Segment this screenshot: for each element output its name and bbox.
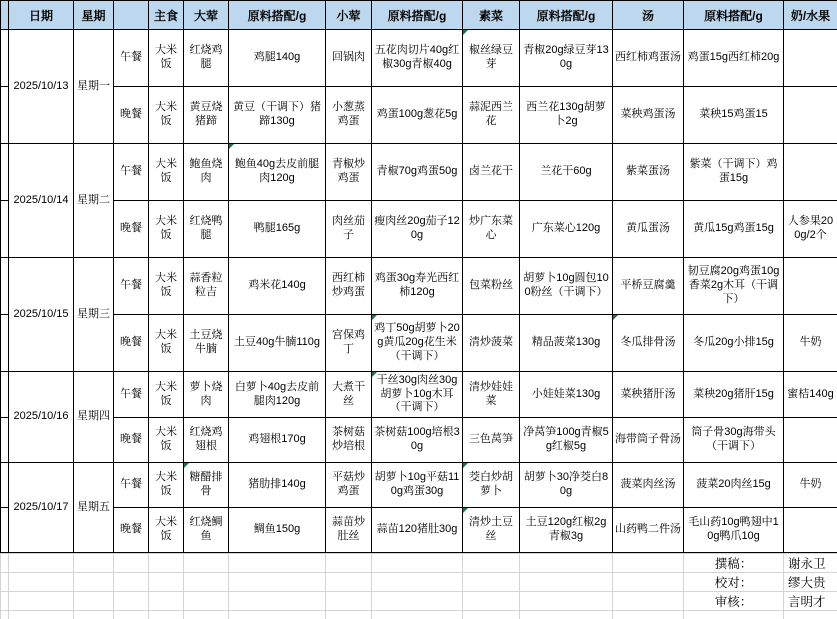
cell-veg-ingredients[interactable]: 青椒20g绿豆芽130g bbox=[520, 30, 613, 87]
green-corner-flag-icon bbox=[463, 508, 468, 513]
header-sliver-cell[interactable] bbox=[1, 1, 9, 30]
cell-milk-fruit[interactable]: 牛奶 bbox=[784, 463, 837, 508]
footer-value-proofreader[interactable]: 缪大贵 bbox=[784, 573, 837, 592]
header-row bbox=[1, 1, 837, 30]
footer-value-reviewer[interactable]: 言明才 bbox=[784, 592, 837, 611]
cell-veg-ingredients[interactable]: 兰花干60g bbox=[520, 144, 613, 201]
cell-small-ingredients[interactable]: 五花肉切片40g红椒30g青椒40g bbox=[372, 30, 463, 87]
cell-soup[interactable]: 黄瓜蛋汤 bbox=[613, 201, 684, 258]
footer-row bbox=[1, 592, 837, 611]
cell-veg-dish[interactable]: 清炒娃娃菜 bbox=[463, 372, 520, 418]
cell-small-ingredients[interactable]: 茶树菇100g培根30g bbox=[372, 418, 463, 463]
cell-weekday[interactable]: 星期三 bbox=[74, 258, 114, 372]
empty-cell[interactable] bbox=[114, 554, 149, 573]
cell-soup-ingredients[interactable]: 菜秧20g猪肝15g bbox=[684, 372, 784, 418]
sliver-cell[interactable] bbox=[1, 508, 9, 553]
empty-cell[interactable] bbox=[326, 573, 372, 592]
col-header-veg-ingredients[interactable]: 原料搭配/g bbox=[520, 1, 613, 30]
cell-veg-ingredients[interactable]: 土豆120g红椒2g青椒3g bbox=[520, 508, 613, 553]
cell-soup[interactable]: 冬瓜排骨汤 bbox=[613, 315, 684, 372]
empty-cell[interactable] bbox=[463, 592, 520, 611]
col-header-staple[interactable]: 主食 bbox=[149, 1, 184, 30]
menu-row bbox=[1, 372, 837, 418]
menu-row bbox=[1, 87, 837, 144]
empty-cell[interactable] bbox=[520, 554, 613, 573]
cell-staple[interactable]: 大米饭 bbox=[149, 87, 184, 144]
green-corner-flag-icon bbox=[613, 315, 618, 320]
cell-soup-ingredients[interactable]: 筒子骨30g海带头（干调下） bbox=[684, 418, 784, 463]
empty-cell[interactable] bbox=[463, 554, 520, 573]
empty-cell[interactable] bbox=[229, 592, 326, 611]
sliver-cell[interactable] bbox=[1, 315, 9, 372]
empty-cell[interactable] bbox=[229, 554, 326, 573]
cell-small-ingredients[interactable]: 蒜苗120猪肚30g bbox=[372, 508, 463, 553]
cell-main-dish[interactable]: 红烧鸭腿 bbox=[184, 201, 229, 258]
empty-cell[interactable] bbox=[149, 554, 184, 573]
cell-milk-fruit[interactable] bbox=[784, 30, 837, 87]
cell-small-ingredients[interactable]: 瘦肉丝20g茄子120g bbox=[372, 201, 463, 258]
cell-soup[interactable]: 紫菜蛋汤 bbox=[613, 144, 684, 201]
empty-cell[interactable] bbox=[229, 573, 326, 592]
empty-cell[interactable] bbox=[372, 611, 463, 619]
cell-date[interactable]: 2025/10/16 bbox=[9, 372, 74, 463]
cell-veg-ingredients[interactable]: 广东菜心120g bbox=[520, 201, 613, 258]
empty-cell[interactable] bbox=[520, 592, 613, 611]
sliver-cell[interactable] bbox=[1, 144, 9, 201]
cell-small-dish[interactable]: 茶树菇炒培根 bbox=[326, 418, 372, 463]
empty-cell[interactable] bbox=[520, 573, 613, 592]
cell-main-ingredients[interactable]: 黄豆（干调下）猪蹄130g bbox=[229, 87, 326, 144]
cell-main-ingredients[interactable]: 鲍鱼40g去皮前腿肉120g bbox=[229, 144, 326, 201]
cell-milk-fruit[interactable] bbox=[784, 258, 837, 315]
empty-cell[interactable] bbox=[149, 611, 184, 619]
cell-soup-ingredients[interactable]: 韧豆腐20g鸡蛋10g香菜2g木耳（干调下） bbox=[684, 258, 784, 315]
cell-veg-ingredients[interactable]: 精品菠菜130g bbox=[520, 315, 613, 372]
footer-label-drafter[interactable]: 撰稿： bbox=[684, 554, 784, 573]
cell-meal[interactable]: 午餐 bbox=[114, 258, 149, 315]
cell-staple[interactable]: 大米饭 bbox=[149, 258, 184, 315]
col-header-soup-ingredients[interactable]: 原料搭配/g bbox=[684, 1, 784, 30]
cell-small-dish[interactable]: 宫保鸡丁 bbox=[326, 315, 372, 372]
empty-cell[interactable] bbox=[463, 573, 520, 592]
cell-staple[interactable]: 大米饭 bbox=[149, 201, 184, 258]
cell-weekday[interactable]: 星期一 bbox=[74, 30, 114, 144]
cell-small-dish[interactable]: 蒜苗炒肚丝 bbox=[326, 508, 372, 553]
cell-small-dish[interactable]: 肉丝茄子 bbox=[326, 201, 372, 258]
cell-main-dish[interactable]: 土豆烧牛腩 bbox=[184, 315, 229, 372]
empty-cell[interactable] bbox=[372, 573, 463, 592]
footer-label-proofreader[interactable]: 校对： bbox=[684, 573, 784, 592]
cell-milk-fruit[interactable] bbox=[784, 144, 837, 201]
sliver-cell[interactable] bbox=[1, 258, 9, 315]
col-header-date[interactable]: 日期 bbox=[9, 1, 74, 30]
cell-main-ingredients[interactable]: 鸡米花140g bbox=[229, 258, 326, 315]
green-corner-flag-icon bbox=[229, 144, 234, 149]
empty-cell[interactable] bbox=[1, 592, 9, 611]
empty-cell[interactable] bbox=[326, 592, 372, 611]
cell-main-dish[interactable]: 红烧鸡翅根 bbox=[184, 418, 229, 463]
empty-cell[interactable] bbox=[372, 554, 463, 573]
cell-small-ingredients[interactable]: 鸡蛋100g葱花5g bbox=[372, 87, 463, 144]
footer-grid bbox=[0, 553, 837, 619]
cell-main-dish[interactable]: 糖醋排骨 bbox=[184, 463, 229, 508]
cell-soup-ingredients[interactable]: 毛山药10g鸭翅中10g鸭爪10g bbox=[684, 508, 784, 553]
empty-cell[interactable] bbox=[114, 573, 149, 592]
cell-soup-ingredients[interactable]: 菜秧15鸡蛋15 bbox=[684, 87, 784, 144]
cell-meal[interactable]: 午餐 bbox=[114, 463, 149, 508]
cell-milk-fruit[interactable]: 蜜桔140g bbox=[784, 372, 837, 418]
empty-cell[interactable] bbox=[9, 592, 74, 611]
cell-meal[interactable]: 晚餐 bbox=[114, 418, 149, 463]
cell-small-dish[interactable]: 回锅肉 bbox=[326, 30, 372, 87]
cell-veg-ingredients[interactable]: 胡萝卜10g圆包100粉丝（干调下） bbox=[520, 258, 613, 315]
cell-small-dish[interactable]: 青椒炒鸡蛋 bbox=[326, 144, 372, 201]
empty-cell[interactable] bbox=[613, 592, 684, 611]
cell-soup[interactable]: 菜秧鸡蛋汤 bbox=[613, 87, 684, 144]
empty-cell[interactable] bbox=[74, 611, 114, 619]
green-corner-flag-icon bbox=[372, 315, 377, 320]
footer-value-drafter[interactable]: 谢永卫 bbox=[784, 554, 837, 573]
cell-soup[interactable]: 平桥豆腐羹 bbox=[613, 258, 684, 315]
cell-milk-fruit[interactable] bbox=[784, 87, 837, 144]
cell-soup-ingredients[interactable]: 鸡蛋15g西红柿20g bbox=[684, 30, 784, 87]
cell-small-ingredients[interactable]: 胡萝卜10g平菇110g鸡蛋30g bbox=[372, 463, 463, 508]
cell-veg-dish[interactable]: 三色莴笋 bbox=[463, 418, 520, 463]
cell-main-dish[interactable]: 蒜香粒粒吉 bbox=[184, 258, 229, 315]
footer-row bbox=[1, 573, 837, 592]
cell-staple[interactable]: 大米饭 bbox=[149, 372, 184, 418]
cell-veg-dish[interactable]: 卤兰花干 bbox=[463, 144, 520, 201]
empty-cell[interactable] bbox=[372, 592, 463, 611]
empty-cell[interactable] bbox=[74, 554, 114, 573]
sliver-cell[interactable] bbox=[1, 201, 9, 258]
green-corner-flag-icon bbox=[184, 463, 189, 468]
menu-table-body bbox=[1, 30, 837, 553]
empty-cell[interactable] bbox=[613, 573, 684, 592]
empty-cell[interactable] bbox=[613, 611, 684, 619]
empty-cell[interactable] bbox=[149, 592, 184, 611]
cell-small-dish[interactable]: 西红柿炒鸡蛋 bbox=[326, 258, 372, 315]
cell-small-ingredients[interactable]: 青椒70g鸡蛋50g bbox=[372, 144, 463, 201]
cell-date[interactable]: 2025/10/15 bbox=[9, 258, 74, 372]
menu-row bbox=[1, 463, 837, 508]
cell-weekday[interactable]: 星期五 bbox=[74, 463, 114, 553]
cell-main-ingredients[interactable]: 鸭腿165g bbox=[229, 201, 326, 258]
col-header-small-ingredients[interactable]: 原料搭配/g bbox=[372, 1, 463, 30]
cell-main-dish[interactable]: 鲍鱼烧肉 bbox=[184, 144, 229, 201]
col-header-soup[interactable]: 汤 bbox=[613, 1, 684, 30]
green-corner-flag-icon bbox=[463, 463, 468, 468]
cell-veg-ingredients[interactable]: 西兰花130g胡萝卜2g bbox=[520, 87, 613, 144]
empty-cell[interactable] bbox=[114, 611, 149, 619]
cell-small-ingredients[interactable]: 鸡丁50g胡萝卜20g黄瓜20g花生米（干调下） bbox=[372, 315, 463, 372]
empty-cell[interactable] bbox=[184, 554, 229, 573]
empty-cell[interactable] bbox=[9, 611, 74, 619]
cell-soup-ingredients[interactable]: 紫菜（干调下）鸡蛋15g bbox=[684, 144, 784, 201]
cell-soup[interactable]: 菜秧猪肝汤 bbox=[613, 372, 684, 418]
cell-small-ingredients[interactable]: 干丝30g肉丝30g胡萝卜10g木耳（干调下） bbox=[372, 372, 463, 418]
col-header-main[interactable]: 大荤 bbox=[184, 1, 229, 30]
empty-cell[interactable] bbox=[326, 611, 372, 619]
cell-date[interactable]: 2025/10/17 bbox=[9, 463, 74, 553]
cell-main-dish[interactable]: 红烧鸡腿 bbox=[184, 30, 229, 87]
cell-staple[interactable]: 大米饭 bbox=[149, 418, 184, 463]
cell-small-ingredients[interactable]: 鸡蛋30g寿光西红柿120g bbox=[372, 258, 463, 315]
cell-veg-ingredients[interactable]: 净莴笋100g青椒5g红椒5g bbox=[520, 418, 613, 463]
empty-cell[interactable] bbox=[74, 592, 114, 611]
cell-main-dish[interactable]: 萝卜烧肉 bbox=[184, 372, 229, 418]
empty-cell[interactable] bbox=[184, 573, 229, 592]
cell-milk-fruit[interactable] bbox=[784, 418, 837, 463]
empty-cell[interactable] bbox=[184, 592, 229, 611]
cell-main-ingredients[interactable]: 白萝卜40g去皮前腿肉120g bbox=[229, 372, 326, 418]
green-corner-flag-icon bbox=[372, 372, 377, 377]
empty-cell[interactable] bbox=[74, 573, 114, 592]
cell-veg-dish[interactable]: 清炒菠菜 bbox=[463, 315, 520, 372]
cell-veg-dish[interactable]: 包菜粉丝 bbox=[463, 258, 520, 315]
empty-cell[interactable] bbox=[520, 611, 613, 619]
green-corner-flag-icon bbox=[463, 30, 468, 35]
menu-row bbox=[1, 30, 837, 87]
empty-cell[interactable] bbox=[463, 611, 520, 619]
footer-row bbox=[1, 554, 837, 573]
col-header-meal[interactable] bbox=[114, 1, 149, 30]
sliver-cell[interactable] bbox=[1, 30, 9, 87]
sliver-cell[interactable] bbox=[1, 418, 9, 463]
cell-main-ingredients[interactable]: 土豆40g牛腩110g bbox=[229, 315, 326, 372]
cell-date[interactable]: 2025/10/14 bbox=[9, 144, 74, 258]
empty-cell[interactable] bbox=[184, 611, 229, 619]
cell-meal[interactable]: 午餐 bbox=[114, 372, 149, 418]
cell-staple[interactable]: 大米饭 bbox=[149, 30, 184, 87]
empty-cell[interactable] bbox=[9, 573, 74, 592]
sliver-cell[interactable] bbox=[1, 463, 9, 508]
cell-main-ingredients[interactable]: 鸡腿140g bbox=[229, 30, 326, 87]
empty-cell[interactable] bbox=[1, 573, 9, 592]
empty-cell[interactable] bbox=[229, 611, 326, 619]
cell-main-ingredients[interactable]: 鸡翅根170g bbox=[229, 418, 326, 463]
cell-soup-ingredients[interactable]: 黄瓜15g鸡蛋15g bbox=[684, 201, 784, 258]
cell-veg-dish[interactable]: 蒜泥西兰花 bbox=[463, 87, 520, 144]
empty-cell[interactable] bbox=[1, 554, 9, 573]
menu-row bbox=[1, 201, 837, 258]
cell-weekday[interactable]: 星期二 bbox=[74, 144, 114, 258]
col-header-main-ingredients[interactable]: 原料搭配/g bbox=[229, 1, 326, 30]
cell-soup-ingredients[interactable]: 菠菜20肉丝15g bbox=[684, 463, 784, 508]
empty-cell[interactable] bbox=[326, 554, 372, 573]
cell-veg-ingredients[interactable]: 胡萝卜30净茭白80g bbox=[520, 463, 613, 508]
cell-small-dish[interactable]: 大煮干丝 bbox=[326, 372, 372, 418]
cell-milk-fruit[interactable]: 人参果200g/2个 bbox=[784, 201, 837, 258]
cell-meal[interactable]: 午餐 bbox=[114, 144, 149, 201]
cell-veg-dish[interactable]: 茭白炒胡萝卜 bbox=[463, 463, 520, 508]
menu-row bbox=[1, 258, 837, 315]
cell-staple[interactable]: 大米饭 bbox=[149, 463, 184, 508]
menu-row bbox=[1, 508, 837, 553]
empty-cell[interactable] bbox=[1, 611, 9, 619]
cell-staple[interactable]: 大米饭 bbox=[149, 315, 184, 372]
cell-main-ingredients[interactable]: 猪肋排140g bbox=[229, 463, 326, 508]
cell-meal[interactable]: 晚餐 bbox=[114, 201, 149, 258]
cell-staple[interactable]: 大米饭 bbox=[149, 508, 184, 553]
cell-staple[interactable]: 大米饭 bbox=[149, 144, 184, 201]
cell-veg-ingredients[interactable]: 小娃娃菜130g bbox=[520, 372, 613, 418]
footer-label-reviewer[interactable]: 审核： bbox=[684, 592, 784, 611]
col-header-small[interactable]: 小荤 bbox=[326, 1, 372, 30]
cell-soup[interactable]: 菠菜肉丝汤 bbox=[613, 463, 684, 508]
empty-cell[interactable] bbox=[684, 611, 784, 619]
cell-soup[interactable]: 西红柿鸡蛋汤 bbox=[613, 30, 684, 87]
cell-milk-fruit[interactable] bbox=[784, 508, 837, 553]
menu-row bbox=[1, 144, 837, 201]
empty-cell[interactable] bbox=[114, 592, 149, 611]
empty-cell[interactable] bbox=[9, 554, 74, 573]
cell-veg-dish[interactable]: 炒广东菜心 bbox=[463, 201, 520, 258]
cell-main-dish[interactable]: 黄豆烧猪蹄 bbox=[184, 87, 229, 144]
cell-milk-fruit[interactable]: 牛奶 bbox=[784, 315, 837, 372]
cell-veg-dish[interactable]: 椒丝绿豆芽 bbox=[463, 30, 520, 87]
cell-veg-dish[interactable]: 清炒土豆丝 bbox=[463, 508, 520, 553]
empty-cell[interactable] bbox=[613, 554, 684, 573]
cell-date[interactable]: 2025/10/13 bbox=[9, 30, 74, 144]
cell-weekday[interactable]: 星期四 bbox=[74, 372, 114, 463]
menu-row bbox=[1, 418, 837, 463]
cell-meal[interactable]: 午餐 bbox=[114, 30, 149, 87]
cell-small-dish[interactable]: 平菇炒鸡蛋 bbox=[326, 463, 372, 508]
cell-meal[interactable]: 晚餐 bbox=[114, 508, 149, 553]
sliver-cell[interactable] bbox=[1, 87, 9, 144]
cell-meal[interactable]: 晚餐 bbox=[114, 87, 149, 144]
footer-grid-body bbox=[1, 554, 837, 619]
cell-main-dish[interactable]: 红烧鲷鱼 bbox=[184, 508, 229, 553]
footer-row bbox=[1, 611, 837, 619]
empty-cell[interactable] bbox=[784, 611, 837, 619]
menu-row bbox=[1, 315, 837, 372]
empty-cell[interactable] bbox=[149, 573, 184, 592]
col-header-weekday[interactable]: 星期 bbox=[74, 1, 114, 30]
cell-main-ingredients[interactable]: 鲷鱼150g bbox=[229, 508, 326, 553]
cell-small-dish[interactable]: 小葱蒸鸡蛋 bbox=[326, 87, 372, 144]
cell-meal[interactable]: 晚餐 bbox=[114, 315, 149, 372]
cell-soup[interactable]: 山药鸭二件汤 bbox=[613, 508, 684, 553]
sliver-cell[interactable] bbox=[1, 372, 9, 418]
col-header-veg[interactable]: 素菜 bbox=[463, 1, 520, 30]
cell-soup[interactable]: 海带筒子骨汤 bbox=[613, 418, 684, 463]
col-header-milk-fruit[interactable]: 奶/水果 bbox=[784, 1, 837, 30]
cell-soup-ingredients[interactable]: 冬瓜20g小排15g bbox=[684, 315, 784, 372]
